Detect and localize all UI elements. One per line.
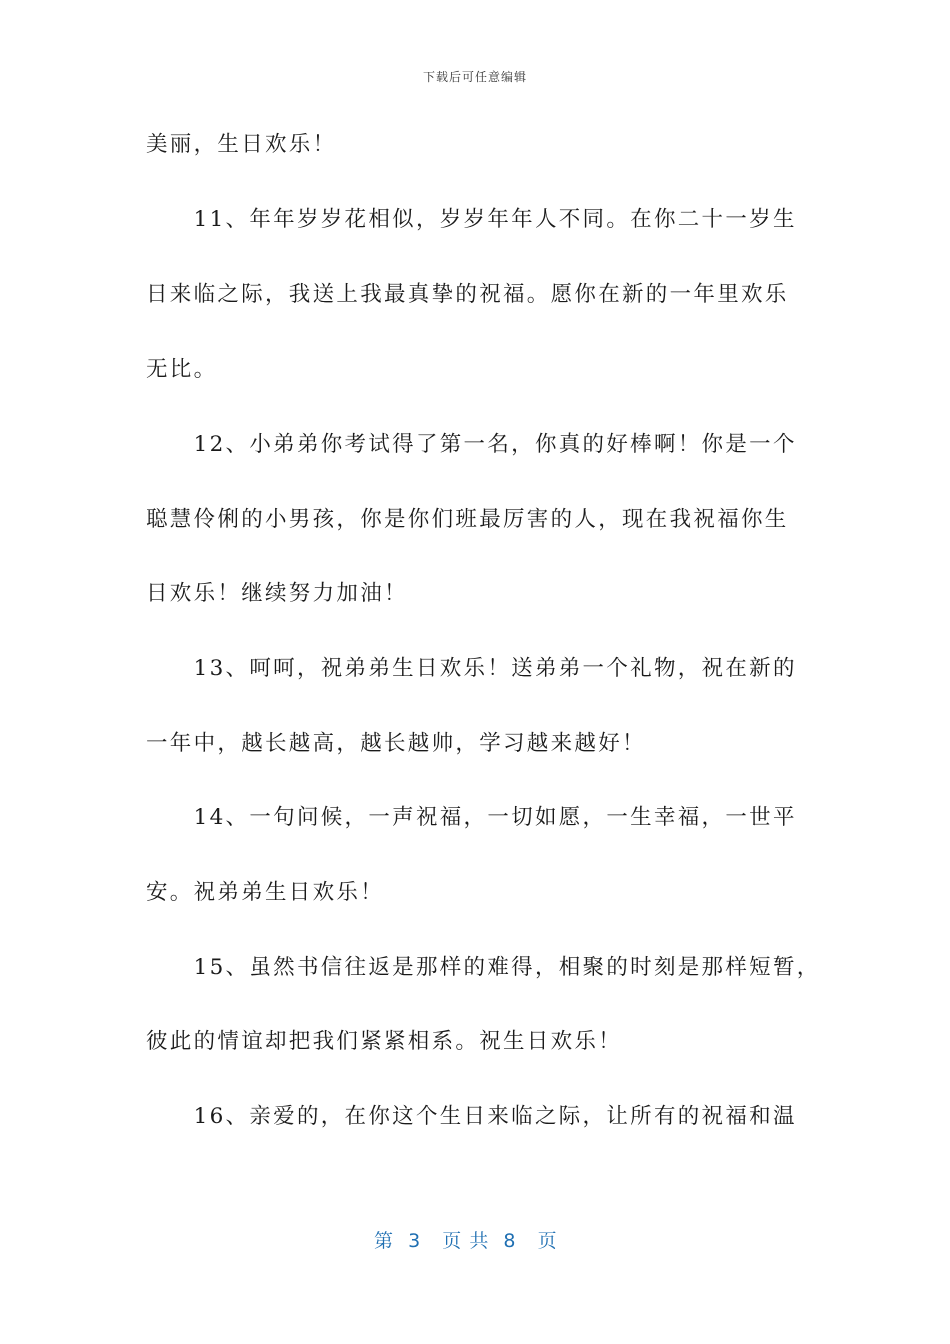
text-line: 彼此的情谊却把我们紧紧相系。祝生日欢乐！: [146, 1029, 623, 1054]
text-line: 日欢乐！继续努力加油！: [146, 581, 408, 606]
text-line: 15、虽然书信往返是那样的难得，相聚的时刻是那样短暂，: [146, 955, 821, 980]
text-line: 日来临之际，我送上我最真挚的祝福。愿你在新的一年里欢乐: [146, 282, 789, 307]
header-note: 下载后可任意编辑: [422, 70, 527, 84]
text-line: 无比。: [146, 357, 218, 382]
text-line: 11、年年岁岁花相似，岁岁年年人不同。在你二十一岁生: [146, 207, 797, 232]
text-line: 12、小弟弟你考试得了第一名，你真的好棒啊！你是一个: [146, 432, 797, 457]
text-line: 一年中，越长越高，越长越帅，学习越来越好！: [146, 731, 646, 756]
text-line: 16、亲爱的，在你这个生日来临之际，让所有的祝福和温: [146, 1104, 797, 1129]
page-number: 第 3 页 共 8 页: [374, 1230, 558, 1252]
text-line: 14、一句问候，一声祝福，一切如愿，一生幸福，一世平: [146, 805, 797, 830]
text-line: 安。祝弟弟生日欢乐！: [146, 880, 385, 905]
text-line: 13、呵呵，祝弟弟生日欢乐！送弟弟一个礼物，祝在新的: [146, 656, 797, 681]
text-line: 聪慧伶俐的小男孩，你是你们班最厉害的人，现在我祝福你生: [146, 507, 789, 532]
text-line: 美丽，生日欢乐！: [146, 132, 337, 157]
